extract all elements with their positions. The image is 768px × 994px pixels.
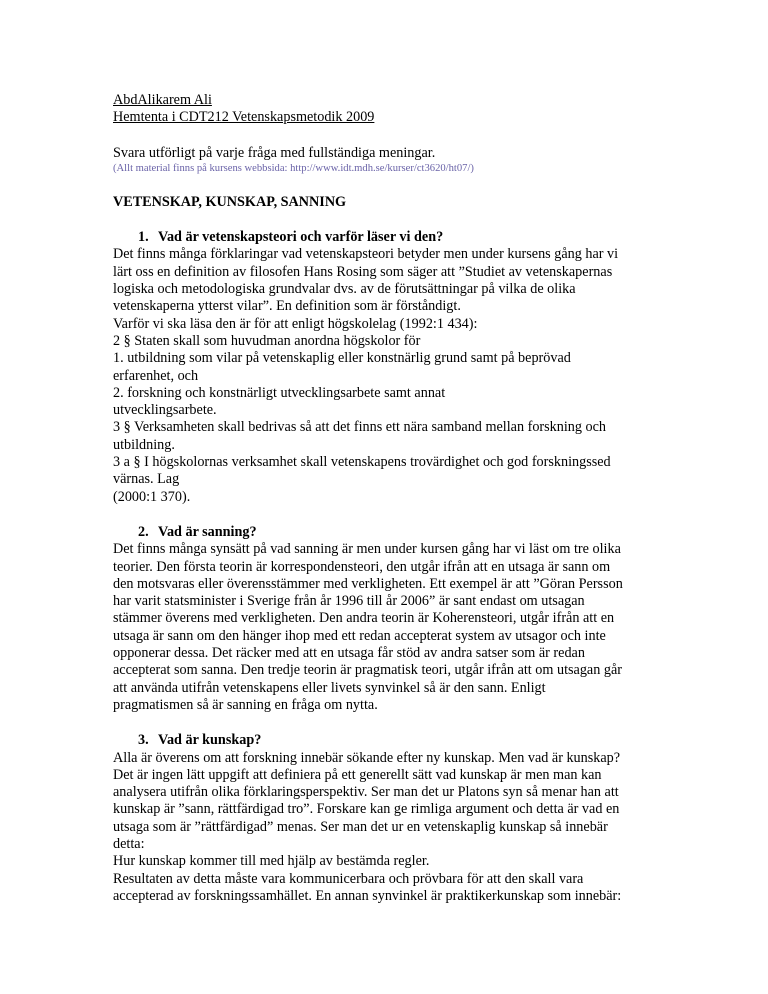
answer-line: vetenskaperna ytterst vilar”. En definition som är förståndigt. bbox=[113, 298, 461, 315]
answer-line: pragmatismen så är sanning en fråga om nytta. bbox=[113, 696, 378, 713]
answer-line: erfarenhet, och bbox=[113, 367, 199, 384]
instructions-text: Svara utförligt på varje fråga med fullständiga meningar. bbox=[113, 144, 436, 161]
answer-line: att använda utifrån vetenskapens eller livets synvinkel så är den sann. Enligt bbox=[113, 679, 546, 696]
answer-line: Hur kunskap kommer till med hjälp av bestämda regler. bbox=[113, 853, 430, 870]
answer-line: lärt oss en definition av filosofen Hans Rosing som säger att ”Studiet av vetenskapernas bbox=[113, 263, 613, 280]
answer-line: 1. utbildning som vilar på vetenskaplig eller konstnärlig grund samt på beprövad bbox=[113, 350, 571, 367]
answer-line: detta: bbox=[113, 835, 145, 852]
answer-line: (2000:1 370). bbox=[113, 488, 191, 505]
question-title: Vad är vetenskapsteori och varför läser vi den? bbox=[158, 229, 444, 246]
answer-line: Varför vi ska läsa den är för att enligt högskolelag (1992:1 434): bbox=[113, 315, 478, 332]
question-2 bbox=[113, 524, 673, 714]
answer-line: kunskap är ”sann, rättfärdigad tro”. Forskare kan ge rimliga argument och detta är vad en bbox=[113, 801, 620, 818]
answer-line: Det finns många förklaringar vad vetenskapsteori betyder men under kursens gång har vi bbox=[113, 246, 619, 263]
answer-line: Resultaten av detta måste vara kommunicerbara och prövbara för att den skall vara bbox=[113, 870, 584, 887]
answer-line: accepterat som sanna. Den tredje teorin är pragmatisk teori, utgår ifrån att om utsagan går bbox=[113, 662, 622, 679]
question-number: 3. bbox=[138, 732, 149, 749]
question-heading bbox=[113, 229, 673, 246]
question-1 bbox=[113, 229, 673, 506]
answer-line: accepterad av forskningssamhället. En annan synvinkel är praktikerkunskap som innebär: bbox=[113, 887, 622, 904]
answer-line: Det finns många synsätt på vad sanning är men under kursen gång har vi läst om tre olika bbox=[113, 541, 621, 558]
answer-line: 2. forskning och konstnärligt utvecklingsarbete samt annat bbox=[113, 384, 446, 401]
answer-line: utsaga är sann om den hänger ihop med ett redan accepterat system av utsagor och inte bbox=[113, 627, 606, 644]
author-name: AbdAlikarem Ali bbox=[113, 92, 212, 108]
question-heading bbox=[113, 732, 673, 749]
answer-line: Det är ingen lätt uppgift att definiera på ett generellt sätt vad kunskap är men man kan bbox=[113, 766, 602, 783]
answer-line: teorier. Den första teorin är korrespondensteori, den utgår ifrån att en utsaga är sann om bbox=[113, 558, 611, 575]
question-number: 1. bbox=[138, 229, 149, 246]
answer-line: logiska och metodologiska grundvalar dvs. av de förutsättningar på vilka de olika bbox=[113, 281, 576, 298]
answer-line: 2 § Staten skall som huvudman anordna högskolor för bbox=[113, 332, 421, 349]
question-title: Vad är kunskap? bbox=[158, 732, 262, 749]
answer-line: utbildning. bbox=[113, 436, 175, 453]
answer-line: Alla är överens om att forskning innebär sökande efter ny kunskap. Men vad är kunskap? bbox=[113, 749, 621, 766]
question-3 bbox=[113, 732, 673, 905]
answer-line: har varit statsminister i Sverige från år 1996 till år 2006” är sant endast om utsagan bbox=[113, 593, 585, 610]
answer-line: analysera utifrån olika förklaringsperspektiv. Ser man det ur Platons syn så menar han att bbox=[113, 784, 619, 801]
answer-line: den motsvaras eller överensstämmer med verkligheten. Ett exempel är att ”Göran Persson bbox=[113, 575, 623, 592]
question-heading bbox=[113, 524, 673, 541]
answer-line: utvecklingsarbete. bbox=[113, 402, 217, 419]
answer-line: 3 a § I högskolornas verksamhet skall vetenskapens trovärdighet och god forskningssed bbox=[113, 454, 611, 471]
section-title: VETENSKAP, KUNSKAP, SANNING bbox=[113, 193, 347, 210]
question-number: 2. bbox=[138, 523, 149, 540]
answer-line: 3 § Verksamheten skall bedrivas så att det finns ett nära samband mellan forskning och bbox=[113, 419, 607, 436]
answer-line: opponerar dessa. Det räcker med att en utsaga får stöd av andra satser som är redan bbox=[113, 645, 585, 662]
course-title: Hemtenta i CDT212 Vetenskapsmetodik 2009 bbox=[113, 109, 375, 126]
course-website-note: (Allt material finns på kursens webbsida: http://www.idt.mdh.se/kurser/ct3620/ht07/) bbox=[113, 162, 474, 174]
question-title: Vad är sanning? bbox=[158, 523, 257, 540]
document-page bbox=[113, 92, 673, 905]
answer-line: utsaga som är ”rättfärdigad” menas. Ser man det ur en vetenskaplig kunskap så innebär bbox=[113, 818, 608, 835]
answer-line: värnas. Lag bbox=[113, 471, 180, 488]
answer-line: stämmer överens med verkligheten. Den andra teorin är Koherensteori, utgår ifrån att en bbox=[113, 610, 615, 627]
